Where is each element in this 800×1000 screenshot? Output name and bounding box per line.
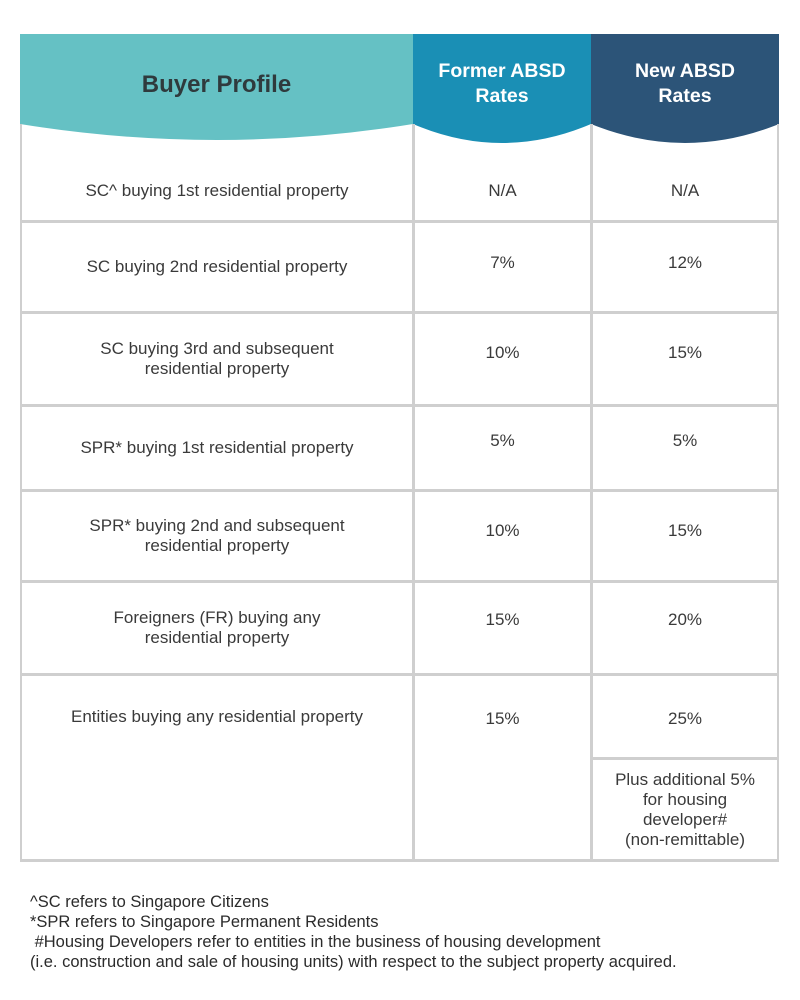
table-row bbox=[22, 492, 412, 580]
surcharge-line4: (non-remittable) bbox=[625, 829, 745, 849]
table-border-bottom bbox=[20, 859, 779, 862]
buyer-profile-cell: SPR* buying 1st residential property bbox=[80, 438, 354, 457]
former-rate-cell: 15% bbox=[485, 610, 520, 629]
new-rate-cell: 15% bbox=[667, 521, 703, 540]
former-rate-cell: 5% bbox=[490, 431, 515, 450]
former-rate-cell: 10% bbox=[485, 343, 520, 362]
buyer-profile-cell: SC^ buying 1st residential property bbox=[85, 181, 349, 200]
former-rate-cell: N/A bbox=[488, 181, 517, 200]
absd-rates-table bbox=[20, 34, 779, 862]
footnote-sc: ^SC refers to Singapore Citizens bbox=[30, 893, 269, 911]
footnote-spr: *SPR refers to Singapore Permanent Residents bbox=[30, 913, 379, 931]
buyer-profile-cell-line1: SPR* buying 2nd and subsequent bbox=[89, 516, 345, 535]
former-rate-cell: 15% bbox=[485, 709, 520, 728]
new-rates-heading-line2: Rates bbox=[658, 85, 712, 107]
former-rates-heading bbox=[413, 34, 591, 134]
new-rates-heading bbox=[591, 34, 779, 134]
row-divider bbox=[20, 673, 779, 676]
buyer-profile-cell: Entities buying any residential property bbox=[71, 707, 363, 726]
buyer-profile-cell: SC buying 2nd residential property bbox=[86, 257, 348, 276]
buyer-profile-cell-line2: residential property bbox=[144, 359, 290, 378]
table-row bbox=[22, 583, 412, 673]
new-rate-cell: 5% bbox=[672, 431, 698, 450]
surcharge-line3: developer# bbox=[642, 809, 728, 829]
table-row bbox=[22, 407, 412, 489]
buyer-profile-cell-line2: residential property bbox=[144, 536, 290, 555]
new-rates-heading-line1: New ABSD bbox=[634, 60, 736, 82]
former-rate-cell: 7% bbox=[490, 253, 515, 272]
buyer-profile-heading: Buyer Profile bbox=[141, 70, 292, 98]
table-border-right bbox=[777, 124, 779, 862]
table-row bbox=[22, 707, 412, 747]
table-row bbox=[22, 223, 412, 311]
buyer-profile-cell-line1: Foreigners (FR) buying any bbox=[113, 608, 321, 627]
footnote-housing-developers-line1: #Housing Developers refer to entities in the business of housing development bbox=[30, 933, 601, 951]
footnotes bbox=[30, 892, 790, 972]
table-row bbox=[22, 314, 412, 404]
former-rates-heading-line2: Rates bbox=[475, 85, 529, 107]
housing-developer-surcharge-cell bbox=[593, 760, 777, 859]
buyer-profile-cell-line1: SC buying 3rd and subsequent bbox=[100, 339, 334, 358]
footnote-housing-developers-line2: (i.e. construction and sale of housing units) with respect to the subject property acquired. bbox=[30, 953, 677, 971]
buyer-profile-cell-line2: residential property bbox=[144, 628, 290, 647]
former-rate-cell: 10% bbox=[485, 521, 520, 540]
new-rate-cell: 15% bbox=[667, 343, 703, 362]
surcharge-line1: Plus additional 5% bbox=[615, 769, 755, 789]
surcharge-line2: for housing bbox=[642, 789, 728, 809]
new-rate-cell: 20% bbox=[667, 610, 703, 629]
table-row bbox=[22, 158, 412, 224]
new-rate-cell: 25% bbox=[667, 709, 703, 728]
new-rate-cell: N/A bbox=[670, 181, 700, 200]
former-rates-heading-line1: Former ABSD bbox=[438, 60, 566, 82]
new-rate-cell: 12% bbox=[667, 253, 703, 272]
